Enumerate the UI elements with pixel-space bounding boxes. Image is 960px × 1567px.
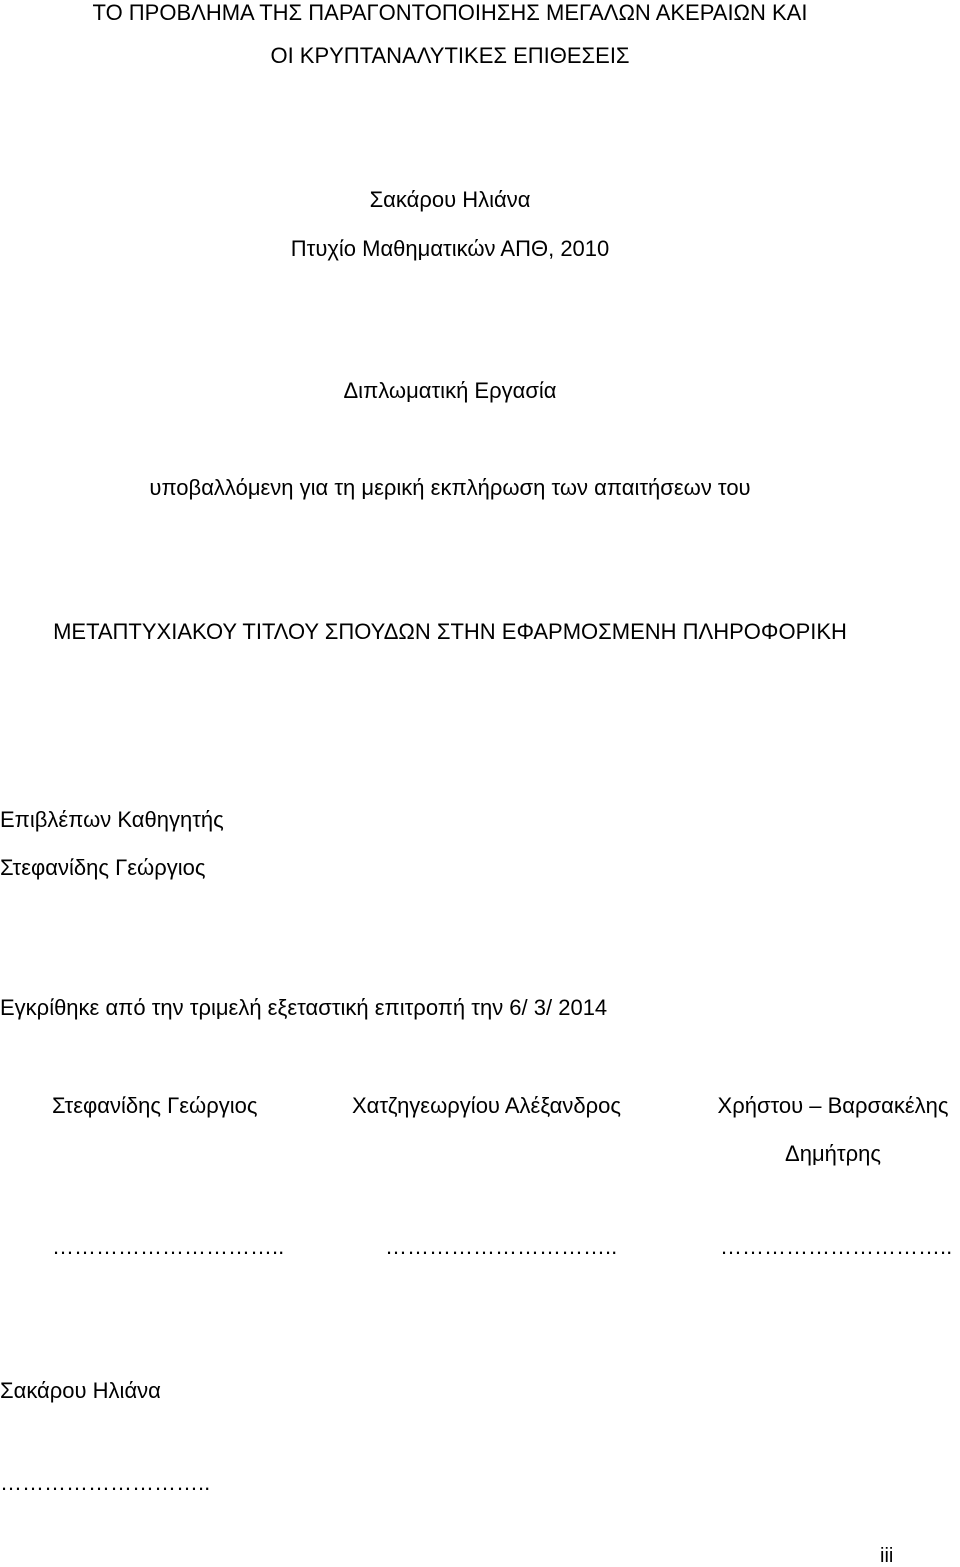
supervisor-label: Επιβλέπων Καθηγητής	[0, 807, 224, 832]
author-name: Σακάρου Ηλιάνα	[369, 187, 531, 212]
committee-member-name: Χατζηγεωργίου Αλέξανδρος	[352, 1093, 621, 1118]
committee-member-name-line2: Δημήτρης	[785, 1141, 881, 1166]
signature-line: …………………………..	[720, 1234, 953, 1259]
thesis-submission-statement: υποβαλλόμενη για τη μερική εκπλήρωση των απαιτήσεων του	[149, 475, 751, 500]
committee-member-name: Στεφανίδης Γεώργιος	[52, 1093, 258, 1118]
title-line-2: ΟΙ ΚΡΥΠΤΑΝΑΛΥΤΙΚΕΣ ΕΠΙΘΕΣΕΙΣ	[270, 43, 630, 68]
title-line-1: ΤΟ ΠΡΟΒΛΗΜΑ ΤΗΣ ΠΑΡΑΓΟΝΤΟΠΟΙΗΣΗΣ ΜΕΓΑΛΩΝ ΑΚΕΡΑΙΩΝ ΚΑΙ	[92, 0, 808, 25]
student-name: Σακάρου Ηλιάνα	[0, 1378, 161, 1403]
committee-member-2	[352, 1095, 621, 1117]
thesis-program: ΜΕΤΑΠΤΥΧΙΑΚΟΥ ΤΙΤΛΟΥ ΣΠΟΥΔΩΝ ΣΤΗΝ ΕΦΑΡΜΟΣΜΕΝΗ ΠΛΗΡΟΦΟΡΙΚΗ	[53, 619, 847, 644]
student-signature-line: ………………………..	[0, 1470, 211, 1495]
signature-line: …………………………..	[385, 1234, 618, 1259]
signature-line: …………………………..	[52, 1234, 285, 1259]
page-number: iii	[880, 1545, 894, 1567]
committee-member-1	[52, 1095, 257, 1117]
committee-member-3	[708, 1095, 958, 1165]
committee-member-name: Χρήστου – Βαρσακέλης	[717, 1093, 949, 1118]
approval-statement: Εγκρίθηκε από την τριμελή εξεταστική επιτροπή την 6/ 3/ 2014	[0, 995, 608, 1020]
author-degree: Πτυχίο Μαθηματικών ΑΠΘ, 2010	[290, 236, 610, 261]
supervisor-name: Στεφανίδης Γεώργιος	[0, 855, 206, 880]
thesis-type: Διπλωματική Εργασία	[343, 378, 557, 403]
